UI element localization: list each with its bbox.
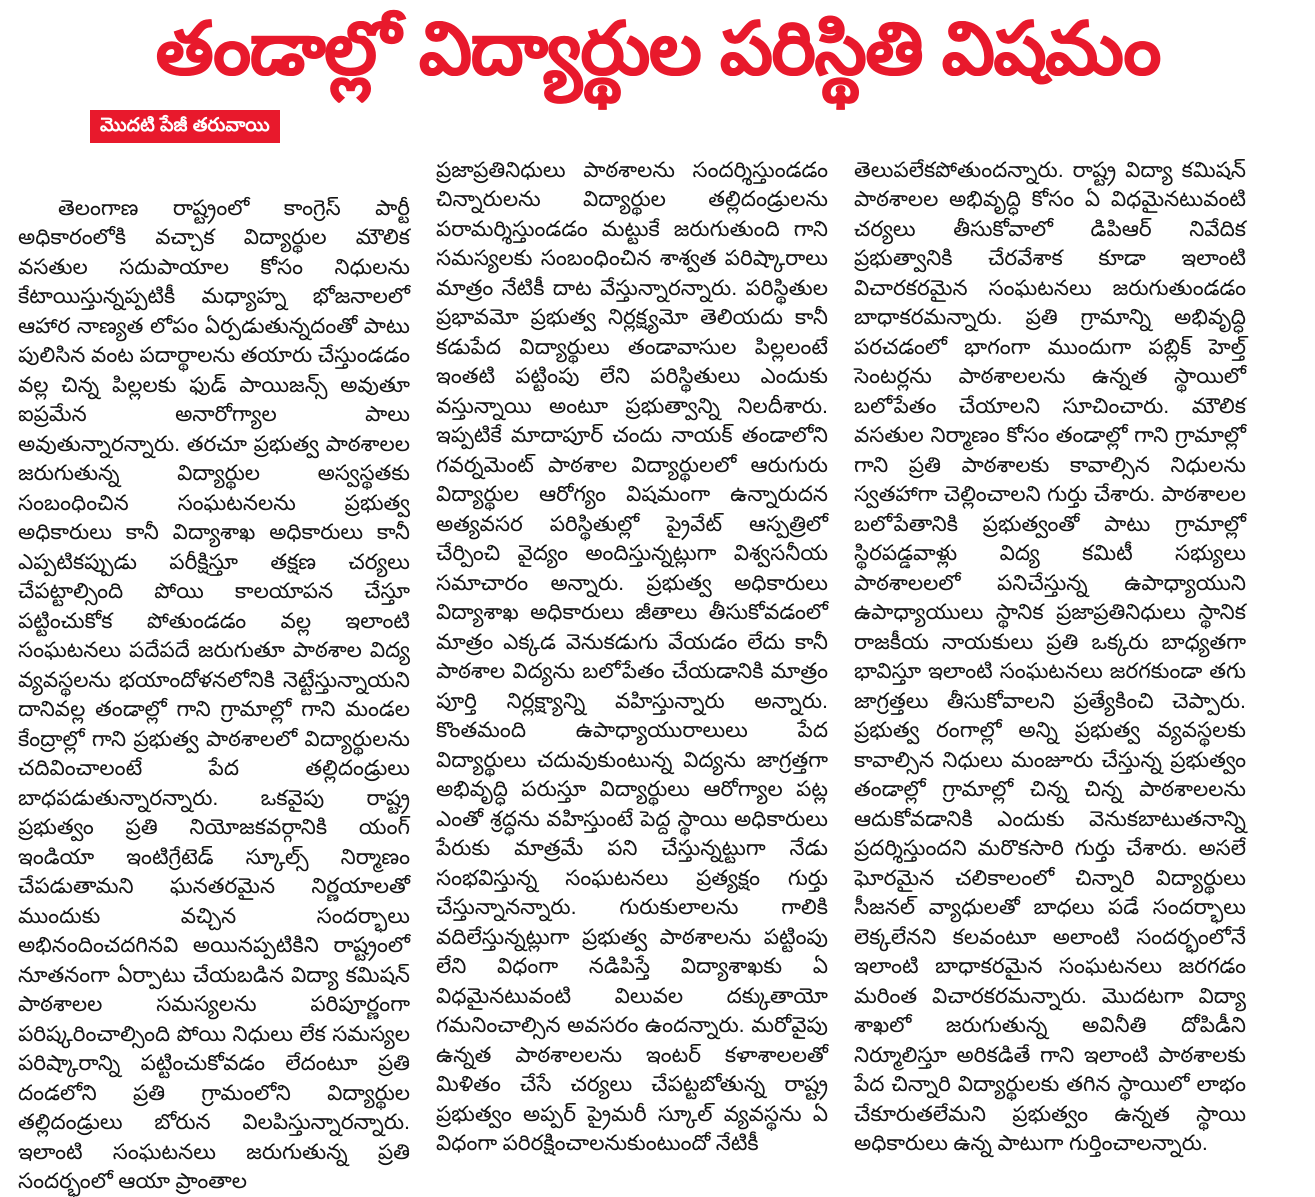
continuation-badge: మొదటి పేజీ తరువాయి (90, 110, 280, 143)
column-1-body: తెలంగాణ రాష్ట్రంలో కాంగ్రెస్ పార్టీ అధికారంలోకి వచ్చాక విద్యార్థుల మౌలిక వసతుల సదుపాయాల కోసం నిధులను కేటాయిస్తున్నప్పటికీ మధ్యాహ్న భోజనాలలో ఆహార నాణ్యత లోపం ఏర్పడుతున్నదంతో పాటు పులిసిన వంట పదార్థాలను తయారు చేస్తుండడం వల్ల చిన్న పిల్లలకు ఫుడ్ పాయిజన్స్ అవుతూ ఐప్రమేన అనారోగ్యాల పాలు అవుతున్నారన్నారు. తరచూ ప్రభుత్వ పాఠశాలల జరుగుతున్న విద్యార్థుల అస్వస్థతకు సంబంధించిన సంఘటనలను ప్రభుత్వ అధికారులు కానీ విద్యాశాఖ అధికారులు కానీ ఎప్పటికప్పుడు పరీక్షిస్తూ తక్షణ చర్యలు చేపట్టాల్సింది పోయి కాలయాపన చేస్తూ పట్టించుకోక పోతుండడం వల్ల ఇలాంటి సంఘటనలు పదేపదే జరుగుతూ పాఠశాల విద్య వ్యవస్థలను భయాందోళనలోనికి నెట్టేస్తున్నాయని దానివల్ల తండాల్లో గాని గ్రామాల్లో గాని మండల కేంద్రాల్లో గాని ప్రభుత్వ పాఠశాలలో విద్యార్థులను చదివించాలంటే పేద తల్లిదండ్రులు బాధపడుతున్నారన్నారు. ఒకవైపు రాష్ట్ర ప్రభుత్వం ప్రతి నియోజకవర్గానికి యంగ్ ఇండియా ఇంటిగ్రేటెడ్ స్కూల్స్ నిర్మాణం చేపడుతామని ఘనతరమైన నిర్ణయాలతో ముందుకు వచ్చిన సందర్భాలు అభినందించదగినవి అయినప్పటికిని రాష్ట్రంలో నూతనంగా ఏర్పాటు చేయబడిన విద్యా కమిషన్ పాఠశాలల సమస్యలను పరిపూర్ణంగా పరిష్కరించాల్సింది పోయి నిధులు లేక సమస్యల పరిష్కారాన్ని పట్టించుకోవడం లేదంటూ ప్రతి దండలోని ప్రతి గ్రామంలోని విద్యార్థుల తల్లిదండ్రులు బోరున విలపిస్తున్నారన్నారు. ఇలాంటి సంఘటనలు జరుగుతున్న ప్రతి సందర్భంలో ఆయా ప్రాంతాల (18, 195, 410, 1194)
article-column-1 (18, 156, 410, 1197)
kicker-container (18, 110, 1297, 140)
article-columns (18, 156, 1297, 1197)
article-column-3 (854, 156, 1246, 1159)
column-2-body: ప్రజాప్రతినిధులు పాఠశాలను సందర్శిస్తుండడం చిన్నారులను విద్యార్థుల తల్లిదండ్రులను పరామర్శిస్తుండడం మట్టుకే జరుగుతుంది గాని సమస్యలకు సంబంధించిన శాశ్వత పరిష్కారాలు మాత్రం నేటికీ దాట వేస్తున్నారన్నారు. పరిస్థితుల ప్రభావమో ప్రభుత్వ నిర్లక్ష్యమో తెలియదు కానీ కడుపేద విద్యార్థులు తండావాసుల పిల్లలంటే ఇంతటి పట్టింపు లేని పరిస్థితులు ఎందుకు వస్తున్నాయి అంటూ ప్రభుత్వాన్ని నిలదీశారు. ఇప్పటికే మాదాపూర్ చందు నాయక్ తండాలోని గవర్నమెంట్ పాఠశాల విద్యార్థులలో ఆరుగురు విద్యార్థుల ఆరోగ్యం విషమంగా ఉన్నారుదన అత్యవసర పరిస్థితుల్లో ప్రైవేట్ ఆస్పత్రిలో చేర్పించి వైద్యం అందిస్తున్నట్లుగా విశ్వసనీయ సమాచారం అన్నారు. ప్రభుత్వ అధికారులు విద్యాశాఖ అధికారులు జీతాలు తీసుకోవడంలో మాత్రం ఎక్కడ వెనుకడుగు వేయడం లేదు కానీ పాఠశాల విద్యను బలోపేతం చేయడానికి మాత్రం పూర్తి నిర్లక్ష్యాన్ని వహిస్తున్నారు అన్నారు. కొంతమంది ఉపాధ్యాయురాలులు పేద విద్యార్థులు చదువుకుంటున్న విద్యను జాగ్రత్తగా అభివృద్ధి పరుస్తూ విద్యార్థులు ఆరోగ్యాల పట్ల ఎంతో శ్రద్ధను వహిస్తుంటే పెద్ద స్థాయి అధికారులు పేరుకు మాత్రమే పని చేస్తున్నట్టుగా నేడు సంభవిస్తున్న సంఘటనలు ప్రత్యక్షం గుర్తు చేస్తున్నానన్నారు. గురుకులాలను గాలికి వదిలేస్తున్నట్లుగా ప్రభుత్వ పాఠశాలను పట్టింపు లేని విధంగా నడిపిస్తే విద్యాశాఖకు ఏ విధమైనటువంటి విలువల దక్కుతాయో గమనించాల్సిన అవసరం ఉందన్నారు. మరోవైపు ఉన్నత పాఠశాలలను ఇంటర్ కళాశాలలతో మిళితం చేసే చర్యలు చేపట్టబోతున్న రాష్ట్ర ప్రభుత్వం అప్పర్ ప్రైమరీ స్కూల్ వ్యవస్థను ఏ విధంగా పరిరక్షించాలనుకుంటుందో నేటికీ (436, 157, 828, 1156)
article-column-2 (436, 156, 828, 1159)
column-3-body: తెలుపలేకపోతుందన్నారు. రాష్ట్ర విద్యా కమిషన్ పాఠశాలల అభివృద్ధి కోసం ఏ విధమైనటువంటి చర్యలు తీసుకోవాలో డిపిఆర్ నివేదిక ప్రభుత్వానికి చేరవేశాక కూడా ఇలాంటి విచారకరమైన సంఘటనలు జరుగుతుండడం బాధాకరమన్నారు. ప్రతి గ్రామాన్ని అభివృద్ధి పరచడంలో భాగంగా ముందుగా పబ్లిక్ హెల్త్ సెంటర్లను పాఠశాలలను ఉన్నత స్థాయిలో బలోపేతం చేయాలని సూచించారు. మౌలిక వసతుల నిర్మాణం కోసం తండాల్లో గాని గ్రామాల్లో గాని ప్రతి పాఠశాలకు కావాల్సిన నిధులను స్వతహాగా చెల్లించాలని గుర్తు చేశారు. పాఠశాలల బలోపేతానికి ప్రభుత్వంతో పాటు గ్రామాల్లో స్థిరపడ్డవాళ్లు విద్య కమిటీ సభ్యులు పాఠశాలలలో పనిచేస్తున్న ఉపాధ్యాయుని ఉపాధ్యాయులు స్థానిక ప్రజాప్రతినిధులు స్థానిక రాజకీయ నాయకులు ప్రతి ఒక్కరు బాధ్యతగా భావిస్తూ ఇలాంటి సంఘటనలు జరగకుండా తగు జాగ్రత్తలు తీసుకోవాలని ప్రత్యేకించి చెప్పారు. ప్రభుత్వ రంగాల్లో అన్ని ప్రభుత్వ వ్యవస్థలకు కావాల్సిన నిధులు మంజూరు చేస్తున్న ప్రభుత్వం తండాల్లో గ్రామాల్లో చిన్న చిన్న పాఠశాలలను ఆదుకోవడానికి ఎందుకు వెనుకబాటుతనాన్ని ప్రదర్శిస్తుందని మరొకసారి గుర్తు చేశారు. అసలే ఘోరమైన చలికాలంలో చిన్నారి విద్యార్థులు సీజనల్ వ్యాధులతో బాధలు పడే సందర్భాలు లెక్కలేనని కలవంటూ అలాంటి సందర్భంలోనే ఇలాంటి బాధాకరమైన సంఘటనలు జరగడం మరింత విచారకరమన్నారు. మొదటగా విద్యా శాఖలో జరుగుతున్న అవినీతి దోపిడీని నిర్మూలిస్తూ అరికడితే గాని ఇలాంటి పాఠశాలకు పేద చిన్నారి విద్యార్థులకు తగిన స్థాయిలో లాభం చేకూరుతలేమని ప్రభుత్వం ఉన్నత స్థాయి అధికారులు ఉన్న పాటుగా గుర్తించాలన్నారు. (854, 157, 1246, 1156)
page-title: తండాల్లో విద్యార్థుల పరిస్థితి విషమం (155, 7, 1160, 90)
